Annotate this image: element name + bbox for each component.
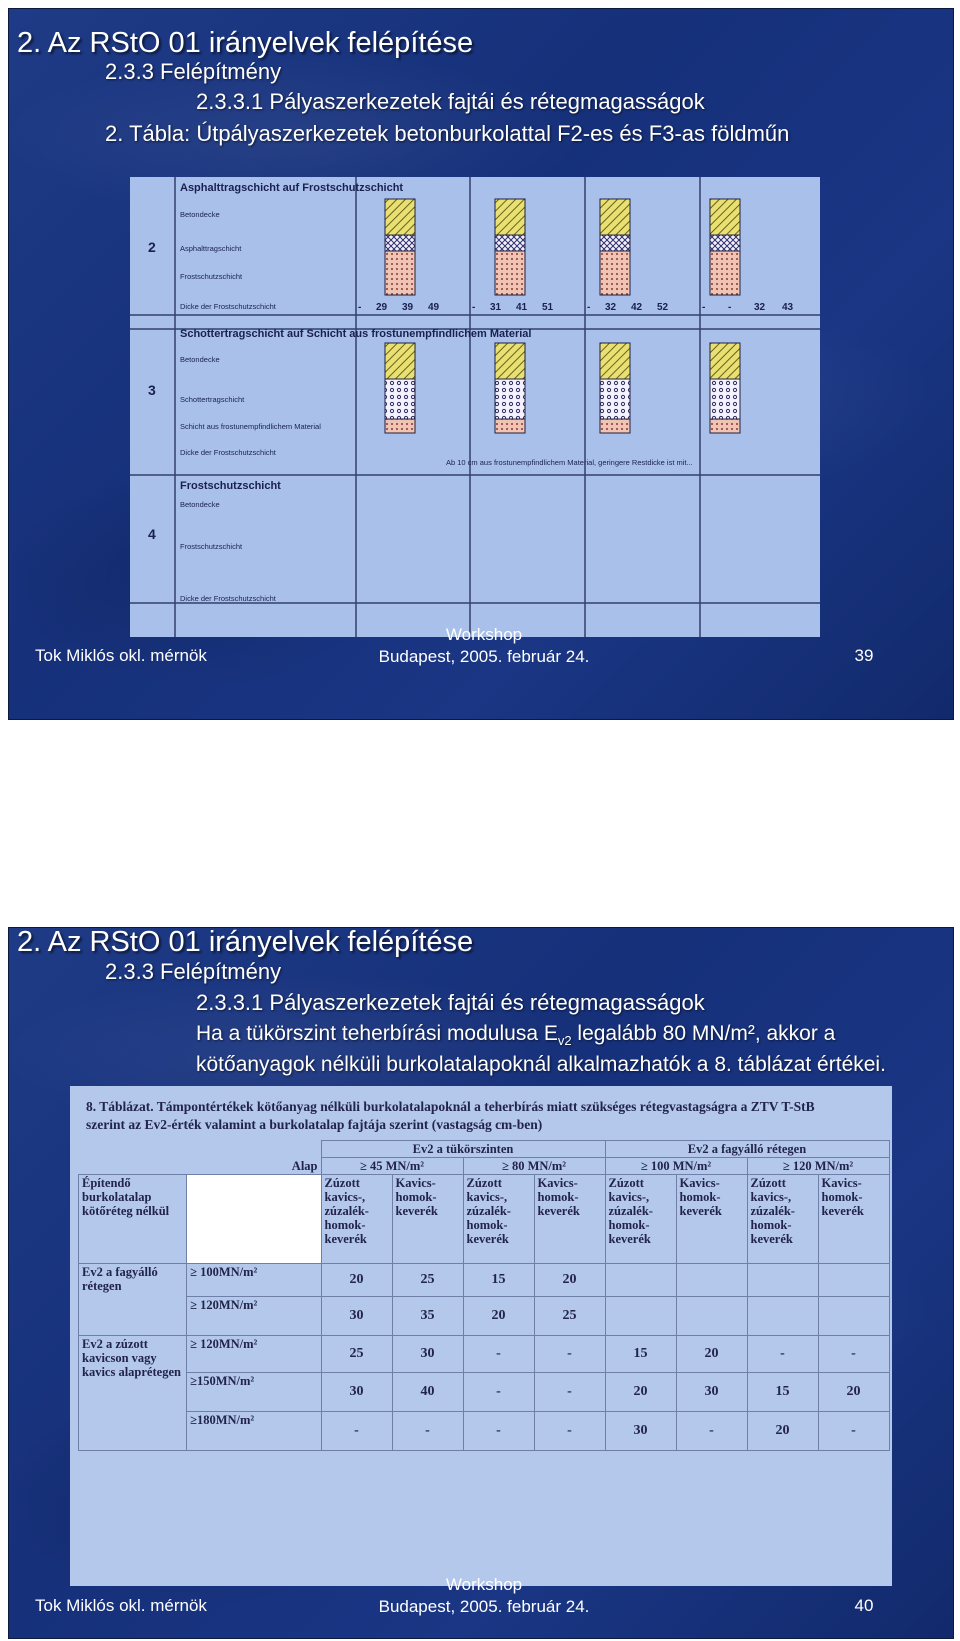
col-group: ≥ 120 MN/m²: [747, 1158, 889, 1175]
footer-author: Tok Miklós okl. mérnök: [35, 1596, 207, 1615]
slide-subtitle: 2.3.3 Felépítmény: [105, 59, 282, 84]
thickness-value: 42: [631, 302, 643, 313]
cell: 20: [747, 1412, 818, 1451]
cell: -: [392, 1412, 463, 1451]
cell: 30: [321, 1297, 392, 1336]
col-group: ≥ 45 MN/m²: [321, 1158, 463, 1175]
thickness-value: 41: [516, 302, 528, 313]
cell: [818, 1264, 889, 1297]
left-header: Építendő burkolatalap kötőréteg nélkül: [79, 1175, 187, 1264]
cell: -: [321, 1412, 392, 1451]
cell: [747, 1297, 818, 1336]
section-header: Schottertragschicht auf Schicht aus frostunempfindlichem Material: [180, 328, 532, 340]
thickness-value: -: [702, 302, 706, 313]
sub-header: Kavics-homok-keverék: [818, 1175, 889, 1264]
row-label: ≥150MN/m²: [187, 1373, 321, 1412]
table-caption: 8. Táblázat. Támpontértékek kötőanyag nélküli burkolatalapoknál a teherbírás miatt szükséges rétegvastagságra a ZTV T-StB szerint az Ev2-érték valamint a burkolatalap fajtája szerint (vastagság cm-ben): [86, 1099, 815, 1132]
row-label: ≥180MN/m²: [187, 1412, 321, 1451]
cell: -: [534, 1373, 605, 1412]
cell: 15: [605, 1336, 676, 1373]
cell: 15: [463, 1264, 534, 1297]
cell: 25: [534, 1297, 605, 1336]
cell: [818, 1297, 889, 1336]
cell: 20: [463, 1297, 534, 1336]
cell: [676, 1264, 747, 1297]
body-text-1: Ha a tükörszint teherbírási modulusa E: [196, 1022, 558, 1045]
cell: -: [818, 1336, 889, 1373]
col-group: ≥ 80 MN/m²: [463, 1158, 605, 1175]
row3-note: Ab 10 cm aus frostunempfindlichem Material, geringere Restdicke ist mit...: [446, 458, 693, 467]
cell: -: [463, 1336, 534, 1373]
sub-header: Zúzott kavics-, zúzalék-homok-keverék: [747, 1175, 818, 1264]
table-row: [79, 1336, 890, 1373]
row-number: 3: [148, 382, 156, 398]
cell: 30: [321, 1373, 392, 1412]
cell: 40: [392, 1373, 463, 1412]
thickness-value: 52: [657, 302, 669, 313]
group-label: Ev2 a zúzott kavicson vagy kavics alaprétegen: [79, 1336, 187, 1451]
table-row: [79, 1297, 890, 1336]
slide-body: [196, 1022, 896, 1077]
thickness-value: -: [358, 302, 362, 313]
cell: [676, 1297, 747, 1336]
slide-subsubtitle: 2.3.3.1 Pályaszerkezetek fajtái és rétegmagasságok: [196, 990, 705, 1015]
row-number: 4: [148, 526, 156, 542]
figure-caption: 2. Tábla: Útpályaszerkezetek betonburkolattal F2-es és F3-as földműn: [105, 121, 790, 146]
row-number: 2: [148, 239, 156, 255]
layer-label: Frostschutzschicht: [180, 272, 243, 281]
scanned-structure-figure: [130, 177, 820, 637]
slide-40: [8, 927, 954, 1639]
layer-label: Asphalttragschicht: [180, 244, 242, 253]
thickness-value: 43: [782, 302, 794, 313]
scanned-table-figure: [70, 1086, 892, 1586]
layer-label: Betondecke: [180, 355, 220, 364]
slide-subsubtitle: 2.3.3.1 Pályaszerkezetek fajtái és rétegmagasságok: [196, 89, 705, 114]
cell: 20: [818, 1373, 889, 1412]
sub-header: Kavics-homok-keverék: [534, 1175, 605, 1264]
cell: 20: [534, 1264, 605, 1297]
body-text-2: legalább 80 MN/m², akkor a kötőanyagok nélküli burkolatalapoknál alkalmazhatók a 8. táblázat értékei.: [196, 1022, 886, 1077]
slide-subtitle: 2.3.3 Felépítmény: [105, 959, 282, 984]
footer-author: Tok Miklós okl. mérnök: [35, 646, 207, 665]
footer-event: [364, 624, 604, 668]
thickness-value: 39: [402, 302, 414, 313]
table-row: [79, 1264, 890, 1297]
thickness-value: 51: [542, 302, 554, 313]
cell: -: [463, 1412, 534, 1451]
col-group: ≥ 100 MN/m²: [605, 1158, 747, 1175]
cell: 20: [676, 1336, 747, 1373]
cell: 15: [747, 1373, 818, 1412]
thickness-label: Dicke der Frostschutzschicht: [180, 302, 276, 311]
thickness-label: Dicke der Frostschutzschicht: [180, 448, 276, 457]
alap-header: Alap: [291, 1159, 318, 1173]
footer-date: Budapest, 2005. február 24.: [378, 647, 590, 666]
blank-cell: [187, 1175, 321, 1264]
layer-label: Betondecke: [180, 500, 220, 509]
thickness-value: -: [587, 302, 591, 313]
row-label: ≥ 120MN/m²: [187, 1336, 321, 1373]
body-subscript: v2: [557, 1033, 572, 1049]
thickness-value: 32: [605, 302, 617, 313]
thickness-value: -: [728, 302, 732, 313]
thickness-value: 49: [428, 302, 440, 313]
cell: 25: [321, 1336, 392, 1373]
footer-event: [364, 1574, 604, 1618]
cell: 20: [321, 1264, 392, 1297]
slide-title: 2. Az RStO 01 irányelvek felépítése: [17, 27, 474, 59]
cell: -: [676, 1412, 747, 1451]
table-row: [79, 1412, 890, 1451]
thickness-label: Dicke der Frostschutzschicht: [180, 594, 276, 603]
layer-label: Frostschutzschicht: [180, 542, 243, 551]
group-header: Ev2 a tükörszinten: [321, 1141, 605, 1158]
cell: 30: [676, 1373, 747, 1412]
cell: [605, 1297, 676, 1336]
slide-39: [8, 8, 954, 720]
table-row: [79, 1373, 890, 1412]
footer-workshop: Workshop: [445, 625, 523, 644]
cell: -: [534, 1412, 605, 1451]
sub-header: Kavics-homok-keverék: [676, 1175, 747, 1264]
cell: -: [818, 1412, 889, 1451]
group-label: Ev2 a fagyálló rétegen: [79, 1264, 187, 1336]
row-label: ≥ 120MN/m²: [187, 1297, 321, 1336]
section-header: Frostschutzschicht: [180, 480, 281, 492]
layer-label: Schottertragschicht: [180, 395, 245, 404]
cell: 30: [605, 1412, 676, 1451]
page-number: 40: [854, 1596, 874, 1615]
cell: 20: [605, 1373, 676, 1412]
thickness-value: 29: [376, 302, 388, 313]
sub-header: Kavics-homok-keverék: [392, 1175, 463, 1264]
sub-header: Zúzott kavics-, zúzalék-homok-keverék: [605, 1175, 676, 1264]
layer-label: Betondecke: [180, 210, 220, 219]
section-header: Asphalttragschicht auf Frostschutzschicht: [180, 182, 404, 194]
group-header: Ev2 a fagyálló rétegen: [605, 1141, 889, 1158]
cell: [605, 1264, 676, 1297]
footer-workshop: Workshop: [445, 1575, 523, 1594]
cell: -: [463, 1373, 534, 1412]
cell: -: [534, 1336, 605, 1373]
cell: -: [747, 1336, 818, 1373]
layer-label: Schicht aus frostunempfindlichem Material: [180, 422, 321, 431]
cell: [747, 1264, 818, 1297]
footer-date: Budapest, 2005. február 24.: [378, 1597, 590, 1616]
rated-thickness-table: [78, 1140, 890, 1451]
sub-header: Zúzott kavics-, zúzalék-homok-keverék: [463, 1175, 534, 1264]
thickness-value: -: [472, 302, 476, 313]
row-label: ≥ 100MN/m²: [187, 1264, 321, 1297]
thickness-value: 32: [754, 302, 766, 313]
thickness-value: 31: [490, 302, 502, 313]
sub-header: Zúzott kavics-, zúzalék-homok-keverék: [321, 1175, 392, 1264]
slide-title: 2. Az RStO 01 irányelvek felépítése: [17, 927, 474, 958]
cell: 35: [392, 1297, 463, 1336]
cell: 30: [392, 1336, 463, 1373]
cell: 25: [392, 1264, 463, 1297]
page-number: 39: [854, 646, 874, 665]
